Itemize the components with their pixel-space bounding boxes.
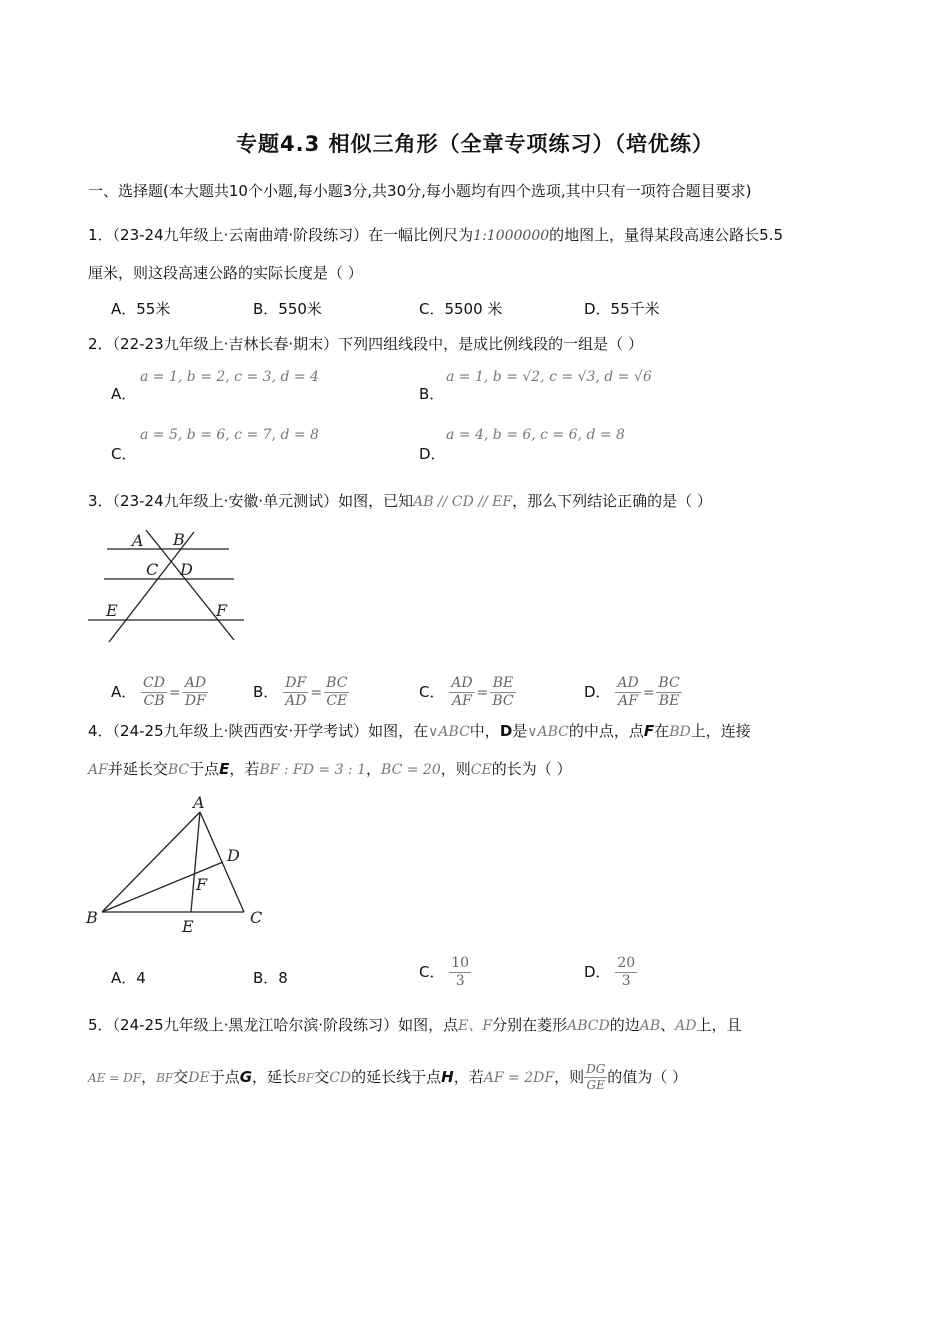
q3-option-b-frac2: $\frac{BC}{CE}$ — [326, 675, 348, 709]
q4-line2: AF并延长交BC于点E，若BF : FD = 3 : 1，BC = 20，则CE的长为（ ） — [88, 760, 572, 778]
q2-option-d-expr: a = 4, b = 6, c = 6, d = 8 — [446, 427, 625, 443]
q4-option-a[interactable]: A．4 — [111, 969, 146, 987]
question-1 — [88, 224, 783, 245]
q5-line2: AE = DF，BF交DE于点G，延长BF交CD的延长线于点H，若AF = 2DF，则 $\frac{DG}{GE}$ 的值为（ ） — [88, 1062, 688, 1092]
q3-option-a-frac1: $\frac{CD}{CB}$ — [143, 675, 165, 709]
question-2: 2．（22-23九年级上·吉林长春·期末）下列四组线段中，是成比例线段的一组是（ ） — [88, 335, 643, 353]
q4-option-d-frac: $\frac{20}{3}$ — [617, 955, 636, 989]
q3-option-d[interactable]: D． $\frac{AD}{AF}$ = $\frac{BC}{BE}$ — [584, 675, 680, 709]
q2-option-c-label[interactable]: C． — [111, 445, 137, 463]
q4-triangle-1: ∨ABC — [428, 724, 470, 740]
q4-label-e: E — [182, 917, 194, 936]
q2-option-b-expr: a = 1, b = √2, c = √3, d = √6 — [446, 369, 652, 385]
q1-source: （23-24九年级上·云南曲靖·阶段练习）在一幅比例尺为 — [112, 226, 474, 244]
page-title: 专题4.3 相似三角形（全章专项练习）（培优练） — [235, 132, 714, 156]
q3-option-d-frac2: $\frac{BC}{BE}$ — [658, 675, 680, 709]
q3-option-a-frac2: $\frac{AD}{DF}$ — [184, 675, 207, 709]
q1-option-c[interactable]: C．5500 米 — [419, 300, 503, 318]
q1-option-d[interactable]: D．55千米 — [584, 300, 660, 318]
question-3 — [88, 490, 712, 511]
q4-label-a: A — [193, 793, 205, 812]
q3-option-b-frac1: $\frac{DF}{AD}$ — [285, 675, 307, 709]
q2-option-a-label[interactable]: A． — [111, 385, 137, 403]
q3-option-a[interactable]: A． $\frac{CD}{CB}$ = $\frac{AD}{DF}$ — [111, 675, 207, 709]
q4-label-f: F — [196, 875, 208, 894]
question-4: 4．（24-25九年级上·陕西西安·开学考试）如图，在∨ABC中，D是∨ABC的中点，点F在BD上，连接 — [88, 722, 751, 740]
q3-parallel-expr: AB // CD // EF — [413, 494, 513, 510]
q3-option-c[interactable]: C． $\frac{AD}{AF}$ = $\frac{BE}{BC}$ — [419, 675, 514, 709]
q3-option-c-frac2: $\frac{BE}{BC}$ — [492, 675, 514, 709]
q3-label-d: D — [180, 560, 193, 579]
q1-option-b[interactable]: B．550米 — [253, 300, 322, 318]
q4-option-c[interactable]: C． $\frac{10}{3}$ — [419, 955, 470, 989]
q1-line2: 厘米，则这段高速公路的实际长度是（ ） — [88, 264, 363, 282]
section-heading: 一、选择题(本大题共10个小题,每小题3分,共30分,每小题均有四个选项,其中只有一项符合题目要求) — [88, 182, 752, 200]
q4-label-b: B — [86, 908, 98, 927]
q4-label-c: C — [250, 908, 263, 927]
q3-option-d-label: D． — [584, 683, 611, 701]
q4-label-d: D — [227, 846, 240, 865]
q1-option-a[interactable]: A．55米 — [111, 300, 171, 318]
q4-figure — [82, 790, 272, 940]
q3-label-a: A — [132, 531, 144, 550]
question-5: 5．（24-25九年级上·黑龙江哈尔滨·阶段练习）如图，点E、F分别在菱形ABCD的边AB、AD上，且 — [88, 1016, 742, 1034]
q1-number: 1． — [88, 226, 113, 244]
q3-text-post: ，那么下列结论正确的是（ ） — [512, 492, 712, 510]
q3-label-c: C — [146, 560, 159, 579]
q3-option-c-label: C． — [419, 683, 445, 701]
q1-text: 的地图上，量得某段高速公路长5.5 — [549, 226, 784, 244]
q1-ratio: 1:1000000 — [473, 228, 550, 244]
q3-text-pre: 3．（23-24九年级上·安徽·单元测试）如图，已知 — [88, 492, 414, 510]
q4-option-d[interactable]: D． $\frac{20}{3}$ — [584, 955, 636, 989]
q3-label-e: E — [106, 601, 118, 620]
q4-bc-length: BC = 20 — [381, 762, 441, 778]
q4-triangle-2: ∨ABC — [527, 724, 569, 740]
q2-option-d-label[interactable]: D． — [419, 445, 446, 463]
q3-option-c-frac1: $\frac{AD}{AF}$ — [451, 675, 473, 709]
q3-option-b-label: B． — [253, 683, 279, 701]
q4-ratio: BF : FD = 3 : 1 — [259, 762, 367, 778]
q2-option-b-label[interactable]: B． — [419, 385, 445, 403]
q3-option-b[interactable]: B． $\frac{DF}{AD}$ = $\frac{BC}{CE}$ — [253, 675, 348, 709]
q2-option-a-expr: a = 1, b = 2, c = 3, d = 4 — [140, 369, 319, 385]
q3-label-f: F — [216, 601, 228, 620]
q5-ratio-frac: $\frac{DG}{GE}$ — [586, 1062, 606, 1092]
q3-label-b: B — [173, 530, 185, 549]
q3-option-d-frac1: $\frac{AD}{AF}$ — [617, 675, 639, 709]
q2-option-c-expr: a = 5, b = 6, c = 7, d = 8 — [140, 427, 319, 443]
q3-option-a-label: A． — [111, 683, 137, 701]
q3-figure — [84, 522, 249, 647]
q4-option-b[interactable]: B．8 — [253, 969, 288, 987]
q4-option-c-frac: $\frac{10}{3}$ — [451, 955, 470, 989]
